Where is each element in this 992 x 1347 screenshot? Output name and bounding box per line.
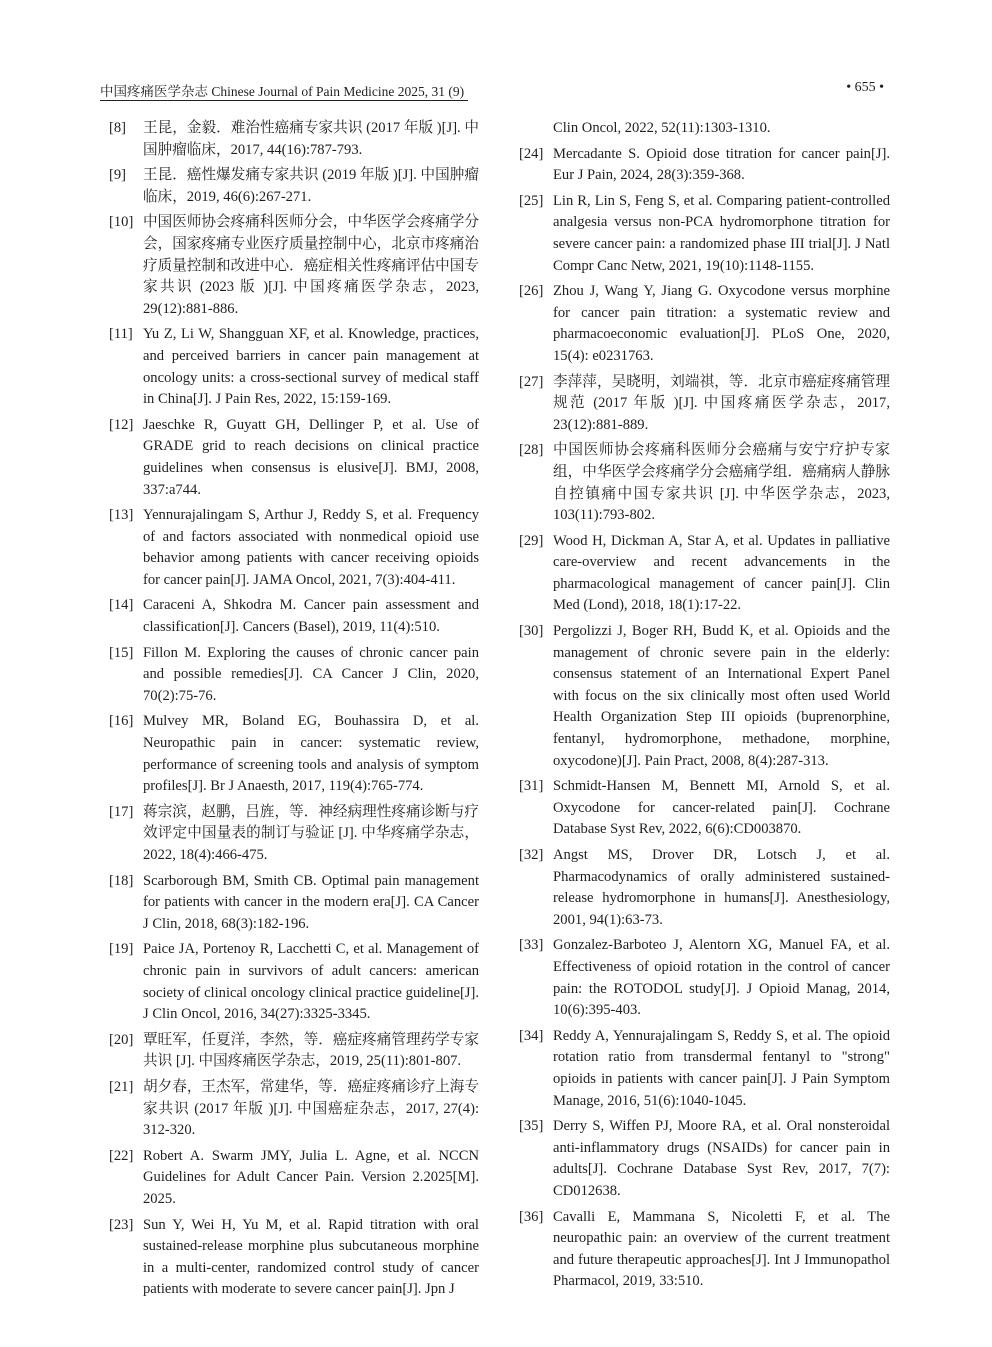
- reference-text: Scarborough BM, Smith CB. Optimal pain management for patients with cancer in the modern era[J]. CA Cancer J Clin, 2018, 68(3):182-196.: [143, 872, 479, 932]
- reference-item: [519, 191, 890, 277]
- reference-number: [30]: [519, 623, 544, 640]
- reference-text: Wood H, Dickman A, Star A, et al. Updates in palliative care-overview and recent advancements in the pharmacological management of cancer pain[J]. Clin Med (Lond), 2018, 18(1):17-22.: [553, 532, 890, 614]
- reference-item: [109, 802, 479, 867]
- page-header: [100, 80, 884, 102]
- reference-item: [109, 505, 479, 591]
- reference-item: [519, 776, 890, 841]
- reference-number: [24]: [519, 145, 544, 162]
- reference-continuation: Clin Oncol, 2022, 52(11):1303-1310.: [553, 120, 771, 136]
- reference-item: [519, 440, 890, 526]
- reference-item: [109, 415, 479, 501]
- reference-text: Paice JA, Portenoy R, Lacchetti C, et al. Management of chronic pain in survivors of adult cancers: american society of clinical oncology clinical practice guideline[J]. J Clin Oncol, 2016, 34(27):3325-3345.: [143, 941, 479, 1023]
- reference-number: [15]: [109, 644, 134, 661]
- reference-text: Cavalli E, Mammana S, Nicoletti F, et al. The neuropathic pain: an overview of the current treatment and future therapeutic approaches[J]. Int J Immunopathol Pharmacol, 2019, 33:510.: [553, 1208, 890, 1290]
- reference-item: [109, 595, 479, 638]
- reference-number: [35]: [519, 1118, 544, 1135]
- reference-number: [21]: [109, 1078, 134, 1095]
- reference-text: Reddy A, Yennurajalingam S, Reddy S, et al. The opioid rotation ratio from transdermal fentanyl to "strong" opioids in patients with cancer pain[J]. J Pain Symptom Manage, 2016, 51(6):1040-1045.: [553, 1027, 890, 1109]
- reference-text: Schmidt-Hansen M, Bennett MI, Arnold S, et al. Oxycodone for cancer-related pain[J]. Cochrane Database Syst Rev, 2022, 6(6):CD003870.: [553, 778, 890, 838]
- reference-number: [25]: [519, 192, 544, 209]
- reference-text: 蒋宗滨，赵鹏，吕旌，等．神经病理性疼痛诊断与疗效评定中国量表的制订与验证 [J]. 中华疼痛学杂志，2022, 18(4):466-475.: [143, 803, 479, 863]
- reference-text: Mulvey MR, Boland EG, Bouhassira D, et al. Neuropathic pain in cancer: systematic review, performance of screening tools and analysis of symptom profiles[J]. Br J Anaesth, 2017, 119(4):765-774.: [143, 713, 479, 795]
- reference-item: [109, 1146, 479, 1211]
- reference-number: [33]: [519, 937, 544, 954]
- reference-item: [519, 372, 890, 437]
- reference-number: [11]: [109, 326, 133, 343]
- reference-number: [12]: [109, 416, 134, 433]
- reference-number: [16]: [109, 713, 134, 730]
- reference-text: Yennurajalingam S, Arthur J, Reddy S, et al. Frequency of and factors associated with nonmedical opioid use behavior among patients with cancer receiving opioids for cancer pain[J]. JAMA Oncol, 2021, 7(3):404-411.: [143, 507, 479, 588]
- reference-text: Yu Z, Li W, Shangguan XF, et al. Knowledge, practices, and perceived barriers in cancer pain management at oncology units: a cross-sectional survey of medical staff in China[J]. J Pain Res, 2022, 15:159-169.: [143, 326, 479, 408]
- reference-text: 王昆．癌性爆发痛专家共识 (2019 年版 )[J]. 中国肿瘤临床，2019, 46(6):267-271.: [143, 167, 479, 205]
- reference-number: [18]: [109, 872, 134, 889]
- reference-number: [9]: [109, 167, 127, 184]
- reference-item: [109, 324, 479, 410]
- reference-item: [109, 118, 479, 161]
- reference-number: [36]: [519, 1208, 544, 1225]
- reference-number: [22]: [109, 1147, 134, 1164]
- reference-number: [17]: [109, 803, 134, 820]
- reference-item: [519, 531, 890, 617]
- reference-number: [13]: [109, 507, 134, 524]
- reference-text: 胡夕春，王杰军，常建华，等．癌症疼痛诊疗上海专家共识 (2017 年版 )[J]. 中国癌症杂志，2017, 27(4): 312-320.: [143, 1078, 479, 1139]
- reference-number: [20]: [109, 1031, 134, 1048]
- reference-number: [19]: [109, 941, 134, 958]
- reference-column-left: [109, 118, 479, 1305]
- reference-item: [519, 281, 890, 367]
- reference-item: [519, 621, 890, 772]
- reference-text: Zhou J, Wang Y, Jiang G. Oxycodone versus morphine for cancer pain titration: a systematic review and pharmacoeconomic evaluation[J]. PLoS One, 2020, 15(4): e0231763.: [553, 283, 890, 364]
- reference-text: Angst MS, Drover DR, Lotsch J, et al. Pharmacodynamics of orally administered sustained-release hydromorphone in humans[J]. Anesthesiology, 2001, 94(1):63-73.: [553, 847, 890, 928]
- reference-text: 中国医师协会疼痛科医师分会，中华医学会疼痛学分会，国家疼痛专业医疗质量控制中心，北京市疼痛治疗质量控制和改进中心．癌症相关性疼痛评估中国专家共识 (2023 版 )[J]. 中国疼痛医学杂志，2023, 29(12):881-886.: [143, 214, 479, 317]
- reference-text: Robert A. Swarm JMY, Julia L. Agne, et al. NCCN Guidelines for Adult Cancer Pain. Version 2.2025[M]. 2025.: [143, 1147, 479, 1207]
- reference-item: [109, 871, 479, 936]
- reference-text: Derry S, Wiffen PJ, Moore RA, et al. Oral nonsteroidal anti-inflammatory drugs (NSAIDs) for cancer pain in adults[J]. Cochrane Database Syst Rev, 2017, 7(7): CD012638.: [553, 1118, 890, 1199]
- reference-number: [10]: [109, 214, 134, 231]
- reference-number: [26]: [519, 283, 544, 300]
- reference-item: [109, 1215, 479, 1301]
- reference-item: [519, 1207, 890, 1293]
- page-number: • 655 •: [846, 80, 884, 95]
- reference-item: [109, 212, 479, 320]
- reference-text: 中国医师协会疼痛科医师分会癌痛与安宁疗护专家组，中华医学会疼痛学分会癌痛学组．癌痛病人静脉自控镇痛中国专家共识 [J]. 中华医学杂志，2023, 103(11):793-802.: [553, 442, 890, 524]
- reference-number: [23]: [109, 1216, 134, 1233]
- reference-text: Fillon M. Exploring the causes of chronic cancer pain and possible remedies[J]. CA Cancer J Clin, 2020, 70(2):75-76.: [143, 644, 479, 704]
- journal-running-title: 中国疼痛医学杂志 Chinese Journal of Pain Medicine 2025, 31 (9): [100, 84, 465, 99]
- reference-number: [28]: [519, 442, 544, 459]
- reference-item: [109, 711, 479, 797]
- reference-text: 李萍萍，吴晓明，刘端祺，等．北京市癌症疼痛管理规范 (2017 年版 )[J]. 中国疼痛医学杂志，2017, 23(12):881-889.: [553, 373, 890, 433]
- reference-number: [27]: [519, 373, 544, 390]
- reference-item: [109, 939, 479, 1025]
- reference-item: [519, 935, 890, 1021]
- reference-column-right: [519, 118, 890, 1297]
- reference-item: [109, 643, 479, 708]
- reference-item: [109, 1030, 479, 1073]
- reference-text: Mercadante S. Opioid dose titration for cancer pain[J]. Eur J Pain, 2024, 28(3):359-368.: [553, 145, 890, 184]
- reference-item: [109, 1077, 479, 1142]
- reference-text: 覃旺军，任夏洋，李然，等．癌症疼痛管理药学专家共识 [J]. 中国疼痛医学杂志，2019, 25(11):801-807.: [143, 1031, 479, 1070]
- reference-text: 王昆，金毅．难治性癌痛专家共识 (2017 年版 )[J]. 中国肿瘤临床，2017, 44(16):787-793.: [143, 120, 479, 158]
- reference-text: Lin R, Lin S, Feng S, et al. Comparing patient-controlled analgesia versus non-PCA hydromorphone titration for severe cancer pain: a randomized phase III trial[J]. J Natl Compr Canc Netw, 2021, 19(10):1148-1155.: [553, 192, 890, 274]
- reference-text: Sun Y, Wei H, Yu M, et al. Rapid titration with oral sustained-release morphine plus subcutaneous morphine in a multi-center, randomized control study of cancer patients with moderate to severe cancer pain[J]. Jpn J: [143, 1216, 479, 1298]
- reference-text: Pergolizzi J, Boger RH, Budd K, et al. Opioids and the management of chronic severe pain in the elderly: consensus statement of an International Expert Panel with focus on the six clinically most often used World Health Organization Step III opioids (buprenorphine, fentanyl, hydromorphone, methadone, morphine, oxycodone)[J]. Pain Pract, 2008, 8(4):287-313.: [553, 623, 890, 769]
- reference-text: Jaeschke R, Guyatt GH, Dellinger P, et al. Use of GRADE grid to reach decisions on clinical practice guidelines when consensus is elusive[J]. BMJ, 2008, 337:a744.: [143, 416, 479, 498]
- reference-item: [519, 1026, 890, 1112]
- reference-number: [14]: [109, 597, 134, 614]
- reference-item: [519, 845, 890, 931]
- reference-number: [31]: [519, 778, 544, 795]
- reference-number: [34]: [519, 1027, 544, 1044]
- reference-number: [8]: [109, 120, 127, 136]
- reference-text: Gonzalez-Barboteo J, Alentorn XG, Manuel FA, et al. Effectiveness of opioid rotation in the control of cancer pain: the ROTODOL study[J]. J Opioid Manag, 2014, 10(6):395-403.: [553, 937, 890, 1019]
- reference-text: Caraceni A, Shkodra M. Cancer pain assessment and classification[J]. Cancers (Basel), 2019, 11(4):510.: [143, 597, 479, 636]
- reference-number: [32]: [519, 847, 544, 863]
- reference-item: [109, 165, 479, 208]
- reference-number: [29]: [519, 532, 544, 549]
- reference-item: [519, 144, 890, 187]
- header-rule: [100, 100, 468, 101]
- reference-item: [519, 1116, 890, 1202]
